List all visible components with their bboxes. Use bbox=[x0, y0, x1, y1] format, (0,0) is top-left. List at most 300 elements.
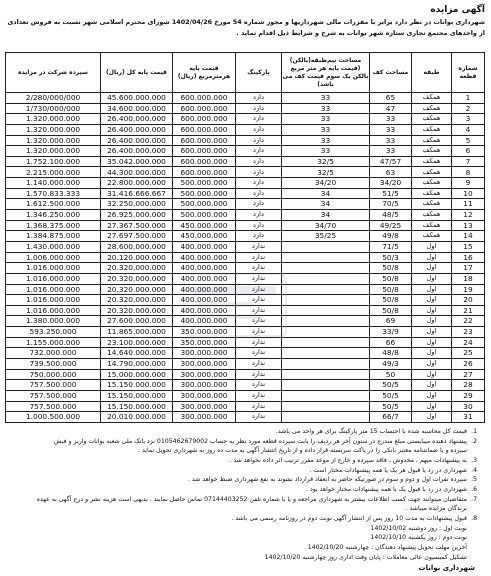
cell-row-number: 22 bbox=[452, 316, 485, 327]
cell-parking: دارد bbox=[236, 199, 282, 210]
cell-mezzanine: 33 bbox=[282, 114, 370, 125]
table-row bbox=[6, 337, 485, 348]
cell-mezzanine: 33 bbox=[282, 93, 370, 104]
cell-floor: همکف bbox=[412, 178, 452, 189]
cell-mezzanine: 35/25 bbox=[282, 231, 370, 242]
table-row bbox=[6, 146, 485, 157]
cell-floor: اول bbox=[412, 252, 452, 263]
cell-row-number: 3 bbox=[452, 114, 485, 125]
header-base-price: قیمت پایه هرمترمربع (ریال) bbox=[173, 53, 236, 93]
cell-mezzanine: 34/20 bbox=[282, 178, 370, 189]
cell-parking: دارد bbox=[236, 93, 282, 104]
table-row bbox=[6, 273, 485, 284]
cell-area: 71/5 bbox=[370, 241, 412, 252]
cell-mezzanine bbox=[282, 316, 370, 327]
cell-area: 50/5 bbox=[370, 380, 412, 391]
cell-deposit: 2/280/000/000 bbox=[6, 93, 101, 104]
cell-deposit: 750.000.000 bbox=[6, 369, 101, 380]
table-row bbox=[6, 241, 485, 252]
cell-mezzanine: 34/70 bbox=[282, 220, 370, 231]
cell-parking: ندارد bbox=[236, 337, 282, 348]
cell-base-price: 450.000.000 bbox=[173, 220, 236, 231]
cell-deposit: 757.500.000 bbox=[6, 390, 101, 401]
cell-total-price: 27.600.000.000 bbox=[101, 316, 173, 327]
cell-floor: اول bbox=[412, 241, 452, 252]
header-floor: طبقه bbox=[412, 53, 452, 93]
table-row bbox=[6, 178, 485, 189]
cell-floor: اول bbox=[412, 295, 452, 306]
table-header-row bbox=[6, 53, 485, 93]
cell-area: 33 bbox=[370, 114, 412, 125]
cell-deposit: 1.320.000.000 bbox=[6, 135, 101, 146]
condition-item bbox=[6, 533, 477, 543]
cell-deposit: 1.570.833.333 bbox=[6, 188, 101, 199]
cell-total-price: 11.865.000.000 bbox=[101, 327, 173, 338]
cell-parking: دارد bbox=[236, 220, 282, 231]
cell-deposit: 757.500.000 bbox=[6, 380, 101, 391]
cell-deposit: 1.000.500.000 bbox=[6, 412, 101, 423]
cell-deposit: 1.016.000.000 bbox=[6, 263, 101, 274]
cell-deposit: 1.016.000.000 bbox=[6, 295, 101, 306]
cell-floor: اول bbox=[412, 305, 452, 316]
cell-total-price: 27.367.500.000 bbox=[101, 220, 173, 231]
cell-base-price: 300.000.000 bbox=[173, 369, 236, 380]
cell-area: 50/8 bbox=[370, 273, 412, 284]
cell-mezzanine: 33 bbox=[282, 135, 370, 146]
cell-base-price: 600.000.000 bbox=[173, 167, 236, 178]
cell-area: 49/25 bbox=[370, 220, 412, 231]
cell-total-price: 28.600.000.000 bbox=[101, 241, 173, 252]
cell-mezzanine: 34 bbox=[282, 188, 370, 199]
cell-parking: ندارد bbox=[236, 263, 282, 274]
cell-parking: دارد bbox=[236, 231, 282, 242]
cell-area: 33 bbox=[370, 146, 412, 157]
condition-number: 1. bbox=[471, 427, 477, 435]
condition-text: شهرداری در رد یا قبول یک یا همه پیشنهادات مختار خواهد بود . bbox=[306, 485, 467, 493]
cell-row-number: 23 bbox=[452, 327, 485, 338]
cell-base-price: 600.000.000 bbox=[173, 135, 236, 146]
notice-intro: شهرداری بوانات در نظر دارد برابر با مقررات مالی شهرداریها و مجوز شماره 54 مورخ 1402/04/26 شورای محترم اسلامی شهر نسبت به فروش تعدادی از واحدهای مجتمع تجاری ستاره شهر بوانات به شرح و شرایط ذیل اقدام نماید . bbox=[7, 18, 485, 37]
cell-row-number: 15 bbox=[452, 241, 485, 252]
cell-row-number: 2 bbox=[452, 103, 485, 114]
cell-row-number: 11 bbox=[452, 199, 485, 210]
table-row bbox=[6, 295, 485, 306]
cell-parking: ندارد bbox=[236, 241, 282, 252]
condition-item bbox=[6, 543, 477, 553]
cell-parking: ندارد bbox=[236, 401, 282, 412]
condition-number: 4. bbox=[471, 466, 477, 474]
header-parking: پارکینگ bbox=[236, 53, 282, 93]
cell-base-price: 300.000.000 bbox=[173, 359, 236, 370]
cell-total-price: 20.320.000.000 bbox=[101, 295, 173, 306]
cell-total-price: 15.000.000.000 bbox=[101, 369, 173, 380]
condition-number: 2. bbox=[471, 437, 477, 445]
table-row bbox=[6, 316, 485, 327]
condition-number: 7. bbox=[471, 495, 477, 503]
table-row bbox=[6, 380, 485, 391]
cell-parking: ندارد bbox=[236, 412, 282, 423]
cell-mezzanine bbox=[282, 401, 370, 412]
table-row bbox=[6, 93, 485, 104]
cell-total-price: 22.800.000.000 bbox=[101, 178, 173, 189]
condition-text: سپرده نفرات اول و دوم و سوم در صورتیکه حاضر به انعقاد قرارداد نشوند به نفع شهرداری ضبط خواهد شد . bbox=[188, 476, 467, 484]
cell-base-price: 600.000.000 bbox=[173, 146, 236, 157]
cell-mezzanine bbox=[282, 380, 370, 391]
cell-total-price: 27.697.500.000 bbox=[101, 231, 173, 242]
cell-area: 50/8 bbox=[370, 295, 412, 306]
cell-total-price: 20.320.000.000 bbox=[101, 284, 173, 295]
cell-area: 33 bbox=[370, 135, 412, 146]
cell-floor: همکف bbox=[412, 93, 452, 104]
cell-base-price: 400.000.000 bbox=[173, 284, 236, 295]
cell-base-price: 400.000.000 bbox=[173, 295, 236, 306]
cell-row-number: 24 bbox=[452, 337, 485, 348]
table-row bbox=[6, 348, 485, 359]
cell-area: 50/5 bbox=[370, 401, 412, 412]
condition-item bbox=[6, 466, 477, 476]
cell-total-price: 20.320.000.000 bbox=[101, 273, 173, 284]
header-total-price: قیمت پایه کل (ریال) bbox=[101, 53, 173, 93]
cell-deposit: 2.215.000.000 bbox=[6, 167, 101, 178]
cell-base-price: 300.000.000 bbox=[173, 401, 236, 412]
cell-base-price: 600.000.000 bbox=[173, 103, 236, 114]
condition-item bbox=[6, 427, 477, 437]
cell-row-number: 4 bbox=[452, 124, 485, 135]
cell-area: 50 bbox=[370, 369, 412, 380]
cell-total-price: 14.790.000.000 bbox=[101, 359, 173, 370]
cell-area: 34/20 bbox=[370, 178, 412, 189]
cell-deposit: 1.155.000.000 bbox=[6, 337, 101, 348]
condition-item bbox=[6, 437, 477, 447]
cell-row-number: 7 bbox=[452, 156, 485, 167]
header-deposit: سپرده شرکت در مزایده bbox=[6, 53, 101, 93]
table-row bbox=[6, 401, 485, 412]
cell-total-price: 14.640.000.000 bbox=[101, 348, 173, 359]
cell-deposit: 1.430.000.000 bbox=[6, 241, 101, 252]
cell-floor: اول bbox=[412, 401, 452, 412]
table-row bbox=[6, 252, 485, 263]
cell-row-number: 8 bbox=[452, 167, 485, 178]
cell-deposit: 1.320.000.000 bbox=[6, 114, 101, 125]
cell-base-price: 500.000.000 bbox=[173, 178, 236, 189]
condition-text: نوبت دوم : روز یکشنبه 1402/10/10 bbox=[370, 534, 467, 542]
condition-number: 6. bbox=[471, 485, 477, 493]
header-area: مساحت کف bbox=[370, 53, 412, 93]
cell-base-price: 500.000.000 bbox=[173, 199, 236, 210]
cell-area: 48/5 bbox=[370, 210, 412, 221]
cell-deposit: 1.016.000.000 bbox=[6, 273, 101, 284]
cell-mezzanine bbox=[282, 369, 370, 380]
cell-row-number: 30 bbox=[452, 401, 485, 412]
cell-total-price: 15.150.000.000 bbox=[101, 390, 173, 401]
cell-parking: دارد bbox=[236, 124, 282, 135]
cell-row-number: 29 bbox=[452, 390, 485, 401]
cell-floor: اول bbox=[412, 337, 452, 348]
cell-base-price: 600.000.000 bbox=[173, 114, 236, 125]
cell-base-price: 300.000.000 bbox=[173, 380, 236, 391]
cell-base-price: 400.000.000 bbox=[173, 305, 236, 316]
cell-mezzanine bbox=[282, 295, 370, 306]
cell-area: 49/8 bbox=[370, 231, 412, 242]
cell-deposit: 593.250.000 bbox=[6, 327, 101, 338]
condition-text: آخرین مهلت تحویل پیشنهاد دهندگان : چهارشنبه 1402/10/20 bbox=[307, 544, 467, 552]
cell-area: 50/5 bbox=[370, 390, 412, 401]
cell-total-price: 26.400.000.000 bbox=[101, 146, 173, 157]
cell-deposit: 1.612.500.000 bbox=[6, 199, 101, 210]
condition-text: شهرداری در رد یا قبول هر یک یا همه پیشنهادات مختار است . bbox=[309, 466, 467, 474]
cell-base-price: 300.000.000 bbox=[173, 412, 236, 423]
cell-floor: همکف bbox=[412, 167, 452, 178]
condition-item bbox=[6, 553, 477, 563]
table-row bbox=[6, 412, 485, 423]
cell-floor: همکف bbox=[412, 199, 452, 210]
cell-floor: اول bbox=[412, 369, 452, 380]
cell-mezzanine: 32/5 bbox=[282, 167, 370, 178]
condition-item bbox=[6, 485, 477, 495]
cell-row-number: 31 bbox=[452, 412, 485, 423]
cell-deposit: 1.380.000.000 bbox=[6, 316, 101, 327]
cell-parking: دارد bbox=[236, 156, 282, 167]
cell-parking: ندارد bbox=[236, 369, 282, 380]
cell-base-price: 600.000.000 bbox=[173, 156, 236, 167]
cell-mezzanine: 33 bbox=[282, 146, 370, 157]
cell-area: 47 bbox=[370, 103, 412, 114]
cell-deposit: 1.320.000.000 bbox=[6, 146, 101, 157]
cell-parking: ندارد bbox=[236, 327, 282, 338]
cell-floor: اول bbox=[412, 359, 452, 370]
table-row bbox=[6, 231, 485, 242]
cell-parking: ندارد bbox=[236, 284, 282, 295]
cell-area: 50/8 bbox=[370, 305, 412, 316]
cell-parking: ندارد bbox=[236, 252, 282, 263]
cell-parking: دارد bbox=[236, 135, 282, 146]
cell-parking: دارد bbox=[236, 210, 282, 221]
condition-item bbox=[6, 504, 477, 514]
cell-mezzanine bbox=[282, 412, 370, 423]
cell-total-price: 31.416.666.667 bbox=[101, 188, 173, 199]
cell-base-price: 400.000.000 bbox=[173, 241, 236, 252]
cell-total-price: 26.400.000.000 bbox=[101, 135, 173, 146]
cell-total-price: 26.400.000.000 bbox=[101, 114, 173, 125]
cell-row-number: 14 bbox=[452, 231, 485, 242]
cell-total-price: 26.400.000.000 bbox=[101, 124, 173, 135]
condition-text: نوبت اول : روز دوشنبه 1402/10/02 bbox=[370, 524, 467, 532]
condition-text: متقاضیان میتوانند جهت کسب اطلاعات بیشتر به شهرداری مراجعه و یا با شماره تلفن 07144403252 تماس حاصل نمایند . بدیهی است هزینه نشر و درج آگهی به عهده bbox=[36, 495, 467, 503]
cell-mezzanine bbox=[282, 284, 370, 295]
cell-row-number: 16 bbox=[452, 252, 485, 263]
cell-floor: همکف bbox=[412, 188, 452, 199]
cell-parking: ندارد bbox=[236, 316, 282, 327]
cell-row-number: 19 bbox=[452, 284, 485, 295]
table-row bbox=[6, 124, 485, 135]
condition-text: پیشنهاد دهنده میبایستی مبلغ مندرج در ستون آخر هر ردیف را بابت سپرده قطعه مورد نظر به حساب 0105462679002 نزد بانک ملی شعبه بوانات واریز و فیش bbox=[53, 437, 467, 445]
cell-mezzanine bbox=[282, 273, 370, 284]
condition-text: به پیشنهادات مبهم ، مخدوش ، فاقد سپرده و خارج از موعد مقرر ترتیب اثر داده نخواهد شد . bbox=[229, 456, 467, 464]
cell-base-price: 400.000.000 bbox=[173, 252, 236, 263]
cell-floor: اول bbox=[412, 412, 452, 423]
cell-floor: اول bbox=[412, 263, 452, 274]
cell-floor: اول bbox=[412, 284, 452, 295]
cell-base-price: 500.000.000 bbox=[173, 210, 236, 221]
cell-floor: اول bbox=[412, 316, 452, 327]
table-row bbox=[6, 220, 485, 231]
cell-total-price: 45.600.000.000 bbox=[101, 93, 173, 104]
cell-parking: دارد bbox=[236, 178, 282, 189]
condition-item bbox=[6, 524, 477, 534]
cell-deposit: 1.346.250.000 bbox=[6, 210, 101, 221]
table-row bbox=[6, 305, 485, 316]
cell-deposit: 1.140.000.000 bbox=[6, 178, 101, 189]
cell-base-price: 300.000.000 bbox=[173, 390, 236, 401]
table-row bbox=[6, 114, 485, 125]
cell-base-price: 600.000.000 bbox=[173, 124, 236, 135]
cell-area: 66 bbox=[370, 337, 412, 348]
cell-mezzanine: 33 bbox=[282, 124, 370, 135]
cell-mezzanine bbox=[282, 263, 370, 274]
cell-deposit: 1.006.000.000 bbox=[6, 252, 101, 263]
cell-floor: همکف bbox=[412, 124, 452, 135]
cell-deposit: 757.500.000 bbox=[6, 401, 101, 412]
condition-item bbox=[6, 495, 477, 505]
header-row-number: شماره قطعه bbox=[452, 53, 485, 93]
table-row bbox=[6, 156, 485, 167]
cell-row-number: 1 bbox=[452, 93, 485, 104]
cell-parking: ندارد bbox=[236, 273, 282, 284]
condition-item bbox=[6, 514, 477, 524]
cell-deposit: 1.752.100.000 bbox=[6, 156, 101, 167]
cell-total-price: 26.925.000.000 bbox=[101, 210, 173, 221]
cell-area: 50/3 bbox=[370, 252, 412, 263]
cell-total-price: 20.010.000.000 bbox=[101, 412, 173, 423]
cell-mezzanine bbox=[282, 337, 370, 348]
cell-row-number: 20 bbox=[452, 295, 485, 306]
cell-deposit: 739.500.000 bbox=[6, 359, 101, 370]
cell-total-price: 35.042.000.000 bbox=[101, 156, 173, 167]
cell-row-number: 17 bbox=[452, 263, 485, 274]
cell-floor: همکف bbox=[412, 210, 452, 221]
cell-row-number: 5 bbox=[452, 135, 485, 146]
conditions-list bbox=[6, 427, 485, 563]
table-row bbox=[6, 359, 485, 370]
cell-floor: همکف bbox=[412, 231, 452, 242]
cell-total-price: 20.320.000.000 bbox=[101, 305, 173, 316]
cell-deposit: 1.016.000.000 bbox=[6, 284, 101, 295]
table-row bbox=[6, 167, 485, 178]
cell-mezzanine bbox=[282, 327, 370, 338]
cell-area: 70/5 bbox=[370, 199, 412, 210]
cell-floor: همکف bbox=[412, 114, 452, 125]
cell-area: 50/8 bbox=[370, 284, 412, 295]
cell-floor: همکف bbox=[412, 156, 452, 167]
condition-text: قیمت کل محاسبه شده با احتساب 15 متر پارکینگ برای هر واحد می باشد. bbox=[275, 427, 467, 435]
cell-floor: اول bbox=[412, 380, 452, 391]
cell-deposit: 732.000.000 bbox=[6, 348, 101, 359]
cell-row-number: 13 bbox=[452, 220, 485, 231]
cell-row-number: 6 bbox=[452, 146, 485, 157]
cell-base-price: 450.000.000 bbox=[173, 231, 236, 242]
condition-text: برندگان مزایده میباشد . bbox=[405, 505, 467, 513]
condition-item bbox=[6, 475, 477, 485]
cell-row-number: 25 bbox=[452, 348, 485, 359]
condition-number: 5. bbox=[471, 476, 477, 484]
notice-title: آگهی مزایده bbox=[430, 5, 485, 15]
cell-mezzanine: 32/5 bbox=[282, 156, 370, 167]
table-row bbox=[6, 210, 485, 221]
cell-floor: اول bbox=[412, 327, 452, 338]
table-row bbox=[6, 390, 485, 401]
cell-area: 69 bbox=[370, 316, 412, 327]
cell-floor: همکف bbox=[412, 103, 452, 114]
table-row bbox=[6, 199, 485, 210]
cell-base-price: 350.000.000 bbox=[173, 327, 236, 338]
cell-area: 33/9 bbox=[370, 327, 412, 338]
cell-floor: همکف bbox=[412, 146, 452, 157]
table-row bbox=[6, 263, 485, 274]
cell-parking: ندارد bbox=[236, 295, 282, 306]
table-row bbox=[6, 284, 485, 295]
cell-base-price: 300.000.000 bbox=[173, 348, 236, 359]
cell-parking: دارد bbox=[236, 103, 282, 114]
table-row bbox=[6, 369, 485, 380]
table-row bbox=[6, 188, 485, 199]
cell-mezzanine bbox=[282, 241, 370, 252]
cell-base-price: 400.000.000 bbox=[173, 316, 236, 327]
cell-area: 50/8 bbox=[370, 263, 412, 274]
cell-total-price: 44.300.000.000 bbox=[101, 167, 173, 178]
auction-table bbox=[5, 52, 485, 423]
cell-total-price: 23.100.000.000 bbox=[101, 337, 173, 348]
condition-item bbox=[6, 456, 477, 466]
table-row bbox=[6, 135, 485, 146]
cell-row-number: 21 bbox=[452, 305, 485, 316]
cell-mezzanine: 33 bbox=[282, 103, 370, 114]
cell-parking: دارد bbox=[236, 188, 282, 199]
cell-area: 66/7 bbox=[370, 412, 412, 423]
table-row bbox=[6, 103, 485, 114]
cell-total-price: 15.150.000.000 bbox=[101, 401, 173, 412]
cell-mezzanine: 34 bbox=[282, 199, 370, 210]
cell-area: 33 bbox=[370, 124, 412, 135]
cell-deposit: 1.384.875.000 bbox=[6, 231, 101, 242]
cell-base-price: 500.000.000 bbox=[173, 188, 236, 199]
cell-parking: دارد bbox=[236, 114, 282, 125]
cell-mezzanine: 34 bbox=[282, 210, 370, 221]
cell-row-number: 26 bbox=[452, 359, 485, 370]
cell-row-number: 27 bbox=[452, 369, 485, 380]
cell-area: 65 bbox=[370, 93, 412, 104]
cell-mezzanine bbox=[282, 390, 370, 401]
cell-base-price: 400.000.000 bbox=[173, 263, 236, 274]
header-mezzanine: مساحت نیم‌طبقه(بالکن) (قیمت پایه هر متر مربع بالکن یک سوم قیمت کف می باشد) bbox=[282, 53, 370, 93]
cell-deposit: 1/730/000/000 bbox=[6, 103, 101, 114]
cell-row-number: 9 bbox=[452, 178, 485, 189]
condition-text: تشکیل کمیسیون عالی معاملات : پایان وقت اداری روز چهارشنبه 1402/10/20 bbox=[264, 553, 467, 561]
condition-number: 3. bbox=[471, 456, 477, 464]
condition-number: 8. bbox=[471, 515, 477, 523]
cell-row-number: 12 bbox=[452, 210, 485, 221]
cell-base-price: 350.000.000 bbox=[173, 337, 236, 348]
cell-floor: همکف bbox=[412, 135, 452, 146]
condition-text: سپرده و یا ضمانتنامه معتبر بانکی را در پاکت سربسته قرار داده و از تاریخ انتشار آگهی به مدت ده روز به شهرداری تحویل نماید . bbox=[138, 447, 467, 455]
signature: شهرداری بوانات bbox=[418, 564, 475, 572]
cell-mezzanine bbox=[282, 348, 370, 359]
condition-text: قبول پیشنهادات به مدت 10 روز پس از انتشار آگهی نوبت دوم در روزنامه رسمی می باشد . bbox=[231, 515, 467, 523]
cell-deposit: 1.016.000.000 bbox=[6, 305, 101, 316]
condition-item bbox=[6, 446, 477, 456]
cell-floor: اول bbox=[412, 348, 452, 359]
cell-deposit: 1.320.000.000 bbox=[6, 124, 101, 135]
cell-parking: ندارد bbox=[236, 359, 282, 370]
